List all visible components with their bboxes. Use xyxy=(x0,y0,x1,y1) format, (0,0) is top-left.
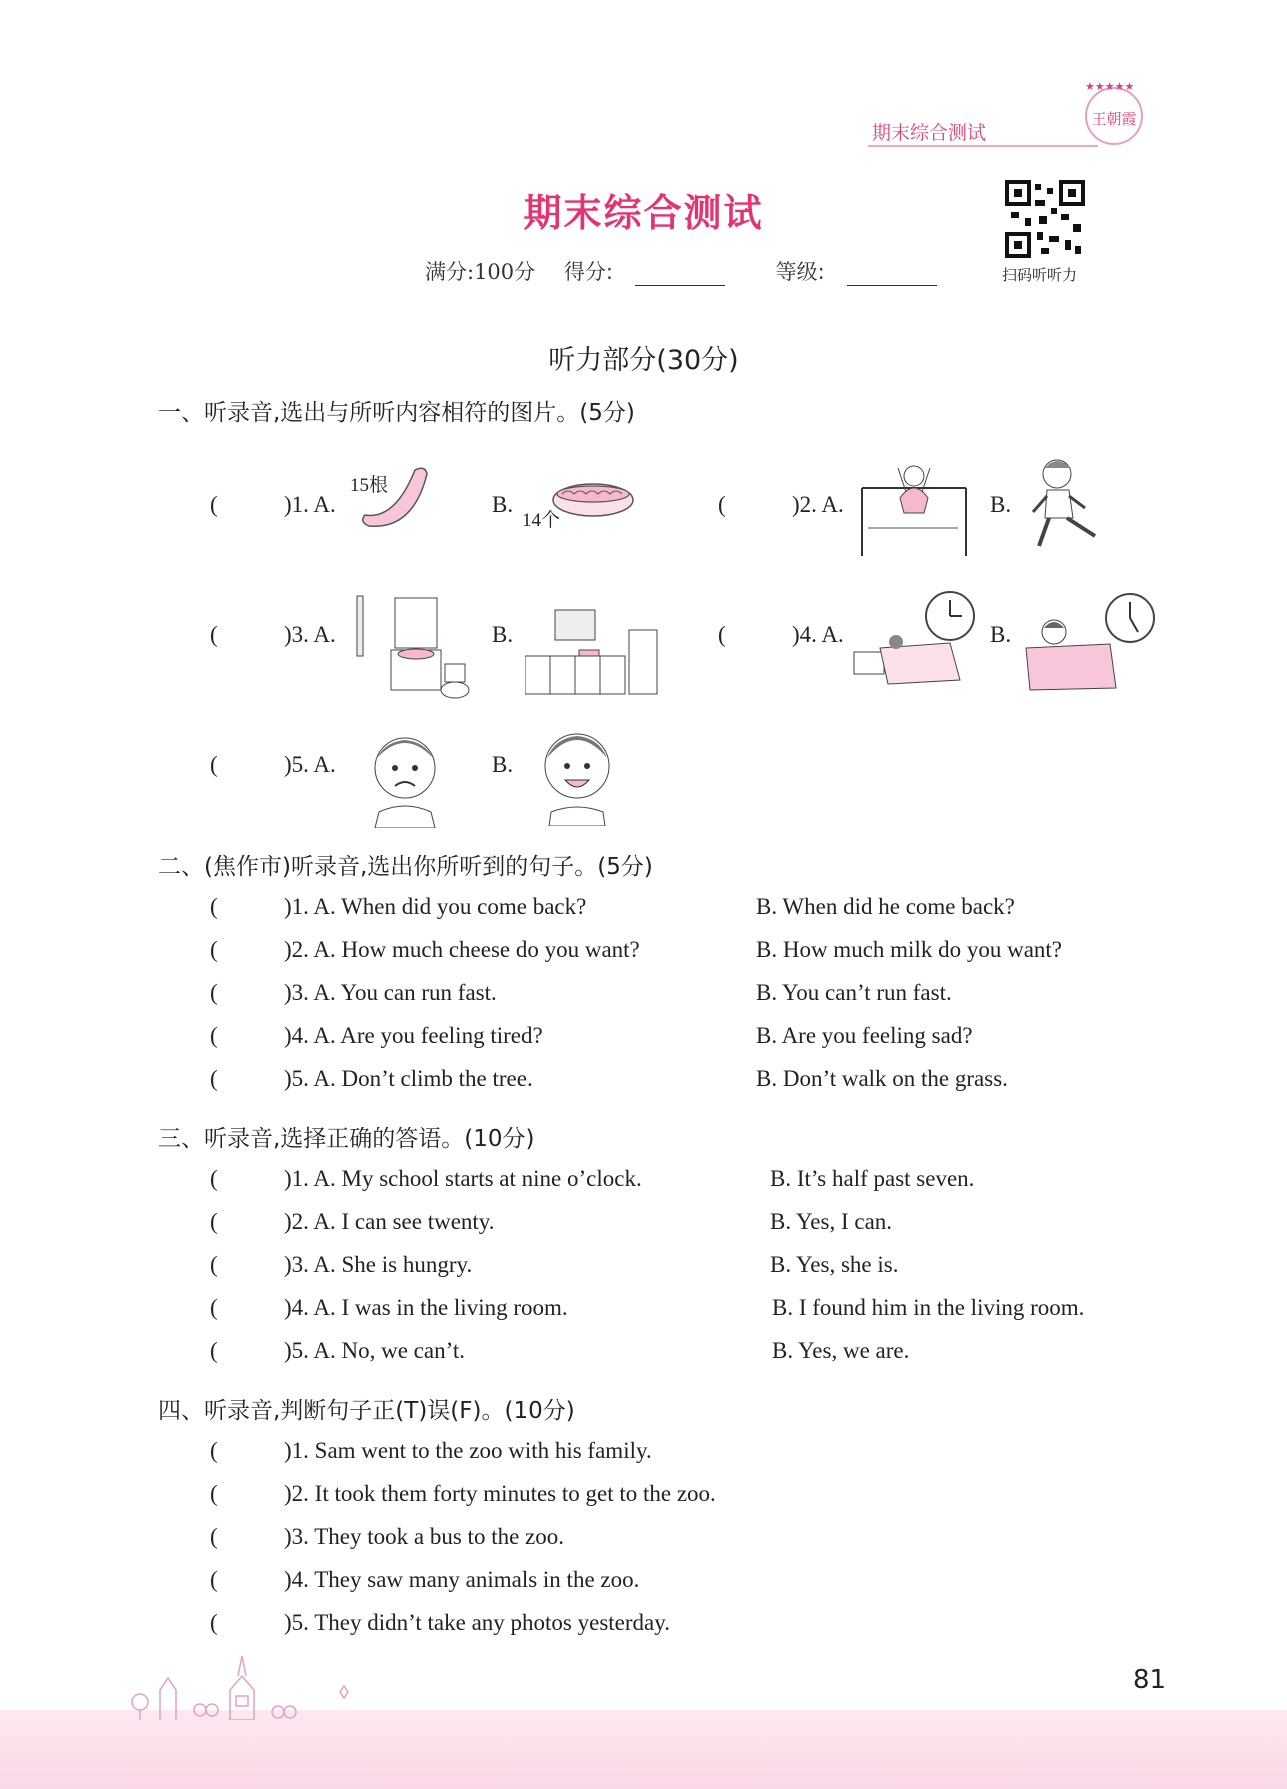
score-label: 得分: xyxy=(563,260,613,284)
q2-row-4-b: B. Are you feeling sad? xyxy=(756,1023,973,1048)
answer-paren[interactable]: ( xyxy=(210,1209,218,1234)
answer-paren[interactable]: ( xyxy=(210,1567,218,1592)
q4-row-5: ( )5. They didn’t take any photos yesterday. xyxy=(210,1610,671,1635)
grade-blank[interactable] xyxy=(847,267,937,286)
answer-paren[interactable]: ( xyxy=(210,1066,218,1091)
grade-label: 等级: xyxy=(775,260,825,284)
q4-row-4: ( )4. They saw many animals in the zoo. xyxy=(210,1567,640,1592)
q3-row-1-a: ( )1. A. My school starts at nine o’clock. xyxy=(210,1166,642,1191)
q1-item-3-b: B. xyxy=(492,622,514,647)
qr-caption: 扫码听听力 xyxy=(1002,266,1078,284)
q1-heading: 一、听录音,选出与所听内容相符的图片。(5分) xyxy=(158,400,635,426)
answer-paren[interactable]: ( xyxy=(210,622,218,647)
answer-paren[interactable]: ( xyxy=(210,1023,218,1048)
q1-item-4-b: B. xyxy=(990,622,1012,647)
stamp-text: 王朝霞 xyxy=(1091,110,1137,128)
q3-row-4-a: ( )4. A. I was in the living room. xyxy=(210,1295,568,1320)
hotdog-count: 14个 xyxy=(522,510,561,531)
answer-paren[interactable]: ( xyxy=(210,1338,218,1363)
kitchen-icon[interactable] xyxy=(525,606,660,696)
q2-row-5-b: B. Don’t walk on the grass. xyxy=(756,1066,1008,1091)
answer-paren[interactable]: ( xyxy=(210,1166,218,1191)
q3-row-3-b: B. Yes, she is. xyxy=(770,1252,899,1277)
q2-row-2-a: ( )2. A. How much cheese do you want? xyxy=(210,937,640,962)
footer-band xyxy=(0,1710,1287,1789)
answer-paren[interactable]: ( xyxy=(718,622,726,647)
answer-paren[interactable]: ( xyxy=(210,980,218,1005)
q3-heading: 三、听录音,选择正确的答语。(10分) xyxy=(158,1126,535,1152)
boy-running-icon[interactable] xyxy=(1025,456,1110,561)
full-score: 满分:100分 xyxy=(425,260,536,284)
q3-row-2-a: ( )2. A. I can see twenty. xyxy=(210,1209,495,1234)
answer-paren[interactable]: ( xyxy=(210,1524,218,1549)
q1-item-3: ( )3. A. xyxy=(210,622,336,647)
hot-dog-icon[interactable] xyxy=(548,460,638,530)
q1-item-5-b: B. xyxy=(492,752,514,777)
q3-row-5-b: B. Yes, we are. xyxy=(772,1338,910,1363)
q1-item-4: ( )4. A. xyxy=(718,622,844,647)
q1-item-2: ( )2. A. xyxy=(718,492,844,517)
section-title: 听力部分(30分) xyxy=(548,345,739,376)
q2-heading: 二、(焦作市)听录音,选出你所听到的句子。(5分) xyxy=(158,854,653,880)
q3-row-1-b: B. It’s half past seven. xyxy=(770,1166,975,1191)
q4-row-2: ( )2. It took them forty minutes to get to the zoo. xyxy=(210,1481,716,1506)
svg-text:★★★★★: ★★★★★ xyxy=(1085,80,1135,93)
q4-row-1: ( )1. Sam went to the zoo with his family. xyxy=(210,1438,652,1463)
brand-stamp-icon xyxy=(1075,78,1153,148)
q1-item-1: ( )1. A. xyxy=(210,492,336,517)
q2-row-5-a: ( )5. A. Don’t climb the tree. xyxy=(210,1066,533,1091)
answer-paren[interactable]: ( xyxy=(210,492,218,517)
page-number: 81 xyxy=(1133,1665,1167,1695)
answer-paren[interactable]: ( xyxy=(718,492,726,517)
q2-row-3-b: B. You can’t run fast. xyxy=(756,980,952,1005)
q2-row-3-a: ( )3. A. You can run fast. xyxy=(210,980,497,1005)
header-tag: 期末综合测试 xyxy=(872,122,987,144)
q4-heading: 四、听录音,判断句子正(T)误(F)。(10分) xyxy=(158,1398,575,1424)
answer-paren[interactable]: ( xyxy=(210,1610,218,1635)
castle-decoration-icon xyxy=(120,1650,400,1720)
boy-in-bed-clock-icon[interactable] xyxy=(1020,588,1160,693)
q3-row-4-b: B. I found him in the living room. xyxy=(772,1295,1085,1320)
sad-boy-face-icon[interactable] xyxy=(365,728,445,828)
answer-paren[interactable]: ( xyxy=(210,1481,218,1506)
q1-item-1-b: B. xyxy=(492,492,514,517)
q2-row-4-a: ( )4. A. Are you feeling tired? xyxy=(210,1023,543,1048)
q1-item-2-b: B. xyxy=(990,492,1012,517)
q2-row-1-a: ( )1. A. When did you come back? xyxy=(210,894,587,919)
answer-paren[interactable]: ( xyxy=(210,894,218,919)
score-blank[interactable] xyxy=(635,267,725,286)
header-divider xyxy=(868,145,1098,147)
q2-row-1-b: B. When did he come back? xyxy=(756,894,1015,919)
answer-paren[interactable]: ( xyxy=(210,1438,218,1463)
sausage-icon[interactable] xyxy=(355,460,435,530)
page-title: 期末综合测试 xyxy=(523,191,764,235)
q1-item-5: ( )5. A. xyxy=(210,752,336,777)
bathroom-icon[interactable] xyxy=(355,594,480,709)
q3-row-5-a: ( )5. A. No, we can’t. xyxy=(210,1338,465,1363)
q3-row-2-b: B. Yes, I can. xyxy=(770,1209,893,1234)
q2-row-2-b: B. How much milk do you want? xyxy=(756,937,1062,962)
happy-boy-face-icon[interactable] xyxy=(535,726,620,826)
bed-with-clock-icon[interactable] xyxy=(850,588,980,688)
girl-jumping-icon[interactable] xyxy=(858,458,970,558)
q3-row-3-a: ( )3. A. She is hungry. xyxy=(210,1252,473,1277)
answer-paren[interactable]: ( xyxy=(210,1252,218,1277)
q4-row-3: ( )3. They took a bus to the zoo. xyxy=(210,1524,564,1549)
score-line xyxy=(425,256,981,286)
qr-code-icon[interactable] xyxy=(1005,180,1085,258)
answer-paren[interactable]: ( xyxy=(210,752,218,777)
sausage-count: 15根 xyxy=(350,475,389,496)
answer-paren[interactable]: ( xyxy=(210,937,218,962)
answer-paren[interactable]: ( xyxy=(210,1295,218,1320)
